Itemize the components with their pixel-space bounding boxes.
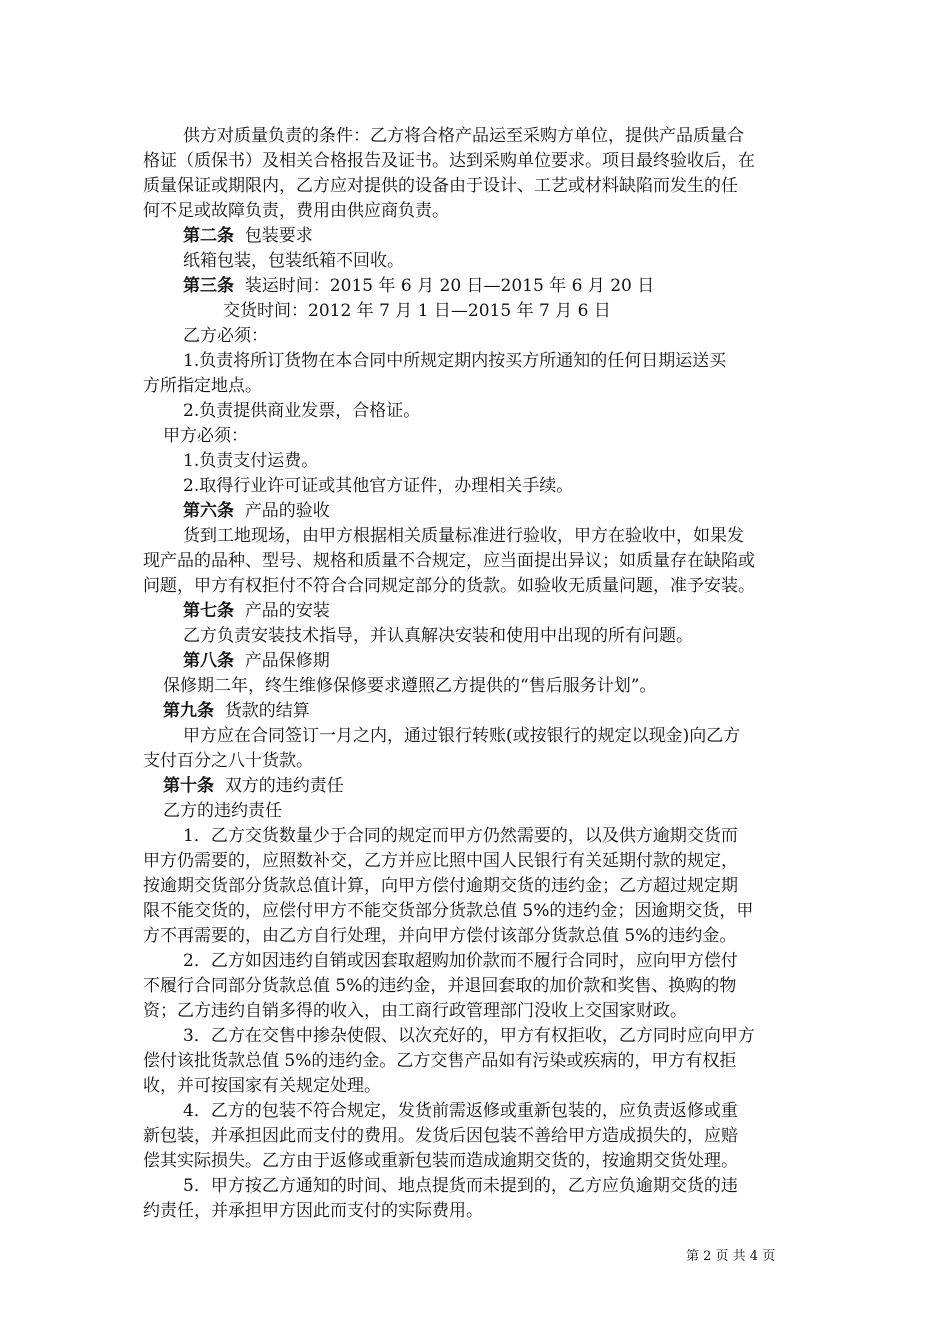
text-line: 收，并可按国家有关规定处理。 [143,1076,381,1096]
text-line: 2.取得行业许可证或其他官方证件，办理相关手续。 [183,476,574,496]
text-line: 不履行合同部分货款总值 5%的违约金，并退回套取的加价款和奖售、换购的物 [143,976,737,996]
text-line: 现产品的品种、型号、规格和质量不合规定，应当面提出异议；如质量存在缺陷或 [143,551,755,571]
text-line: 约责任，并承担甲方因此而支付的实际费用。 [143,1201,483,1221]
text-line: 1．乙方交货数量少于合同的规定而甲方仍然需要的，以及供方逾期交货而 [183,826,738,846]
text-line: 1.负责支付运费。 [183,451,319,471]
text-line: 限不能交货的，应偿付甲方不能交货部分货款总值 5%的违约金；因逾期交货，甲 [143,901,754,921]
text-line: 4．乙方的包装不符合规定，发货前需返修或重新包装的，应负责返修或重 [183,1101,738,1121]
text-line: 偿其实际损失。乙方由于返修或重新包装而造成逾期交货的，按逾期交货处理。 [143,1151,738,1171]
text-line: 1.负责将所订货物在本合同中所规定期内按买方所通知的任何日期运送买 [183,351,727,371]
text-line: 格证（质保书）及相关合格报告及证书。达到采购单位要求。项目最终验收后，在 [143,151,755,171]
text-line: 资；乙方违约自销多得的收入，由工商行政管理部门没收上交国家财政。 [143,1001,687,1021]
article-heading: 第三条 装运时间：2015 年 6 月 20 日—2015 年 6 月 20 日 [183,276,655,296]
article-heading: 第八条 产品保修期 [183,651,330,671]
text-line: 交货时间：2012 年 7 月 1 日—2015 年 7 月 6 日 [223,301,611,321]
article-heading: 第十条 双方的违约责任 [163,776,344,796]
text-line: 乙方必须： [183,326,268,346]
article-heading: 第二条 包装要求 [183,226,313,246]
text-line: 2．乙方如因违约自销或因套取超购加价款而不履行合同时，应向甲方偿付 [183,951,738,971]
text-line: 供方对质量负责的条件：乙方将合格产品运至采购方单位，提供产品质量合 [183,126,744,146]
text-line: 方不再需要的，由乙方自行处理，并向甲方偿付该部分货款总值 5%的违约金。 [143,926,737,946]
text-line: 偿付该批货款总值 5%的违约金。乙方交售产品如有污染或疾病的，甲方有权拒 [143,1051,737,1071]
article-heading: 第九条 货款的结算 [163,701,310,721]
text-line: 甲方应在合同签订一月之内，通过银行转账(或按银行的规定以现金)向乙方 [183,726,741,746]
text-line: 保修期二年，终生维修保修要求遵照乙方提供的“售后服务计划”。 [163,676,657,696]
article-heading: 第七条 产品的安装 [183,601,330,621]
text-line: 5．甲方按乙方通知的时间、地点提货而未提到的，乙方应负逾期交货的违 [183,1176,738,1196]
text-line: 质量保证或期限内，乙方应对提供的设备由于设计、工艺或材料缺陷而发生的任 [143,176,738,196]
text-line: 纸箱包装，包装纸箱不回收。 [183,251,404,271]
text-line: 乙方负责安装技术指导，并认真解决安装和使用中出现的所有问题。 [183,626,693,646]
text-line: 方所指定地点。 [143,376,262,396]
text-line: 新包装，并承担因此而支付的费用。发货后因包装不善给甲方造成损失的，应赔 [143,1126,738,1146]
text-line: 甲方必须： [163,426,248,446]
text-line: 甲方仍需要的，应照数补交，乙方并应比照中国人民银行有关延期付款的规定， [143,851,738,871]
text-line: 何不足或故障负责，费用由供应商负责。 [143,201,449,221]
text-line: 问题，甲方有权拒付不符合合同规定部分的货款。如验收无质量问题，准予安装。 [143,576,755,596]
text-line: 3．乙方在交售中掺杂使假、以次充好的，甲方有权拒收，乙方同时应向甲方 [183,1026,755,1046]
page-number: 第 2 页 共 4 页 [686,1249,776,1264]
text-line: 2.负责提供商业发票，合格证。 [183,401,421,421]
text-line: 按逾期交货部分货款总值计算，向甲方偿付逾期交货的违约金；乙方超过规定期 [143,876,738,896]
text-line: 支付百分之八十货款。 [143,751,313,771]
article-heading: 第六条 产品的验收 [183,501,330,521]
text-line: 乙方的违约责任 [163,801,282,821]
text-line: 货到工地现场，由甲方根据相关质量标准进行验收，甲方在验收中，如果发 [183,526,744,546]
